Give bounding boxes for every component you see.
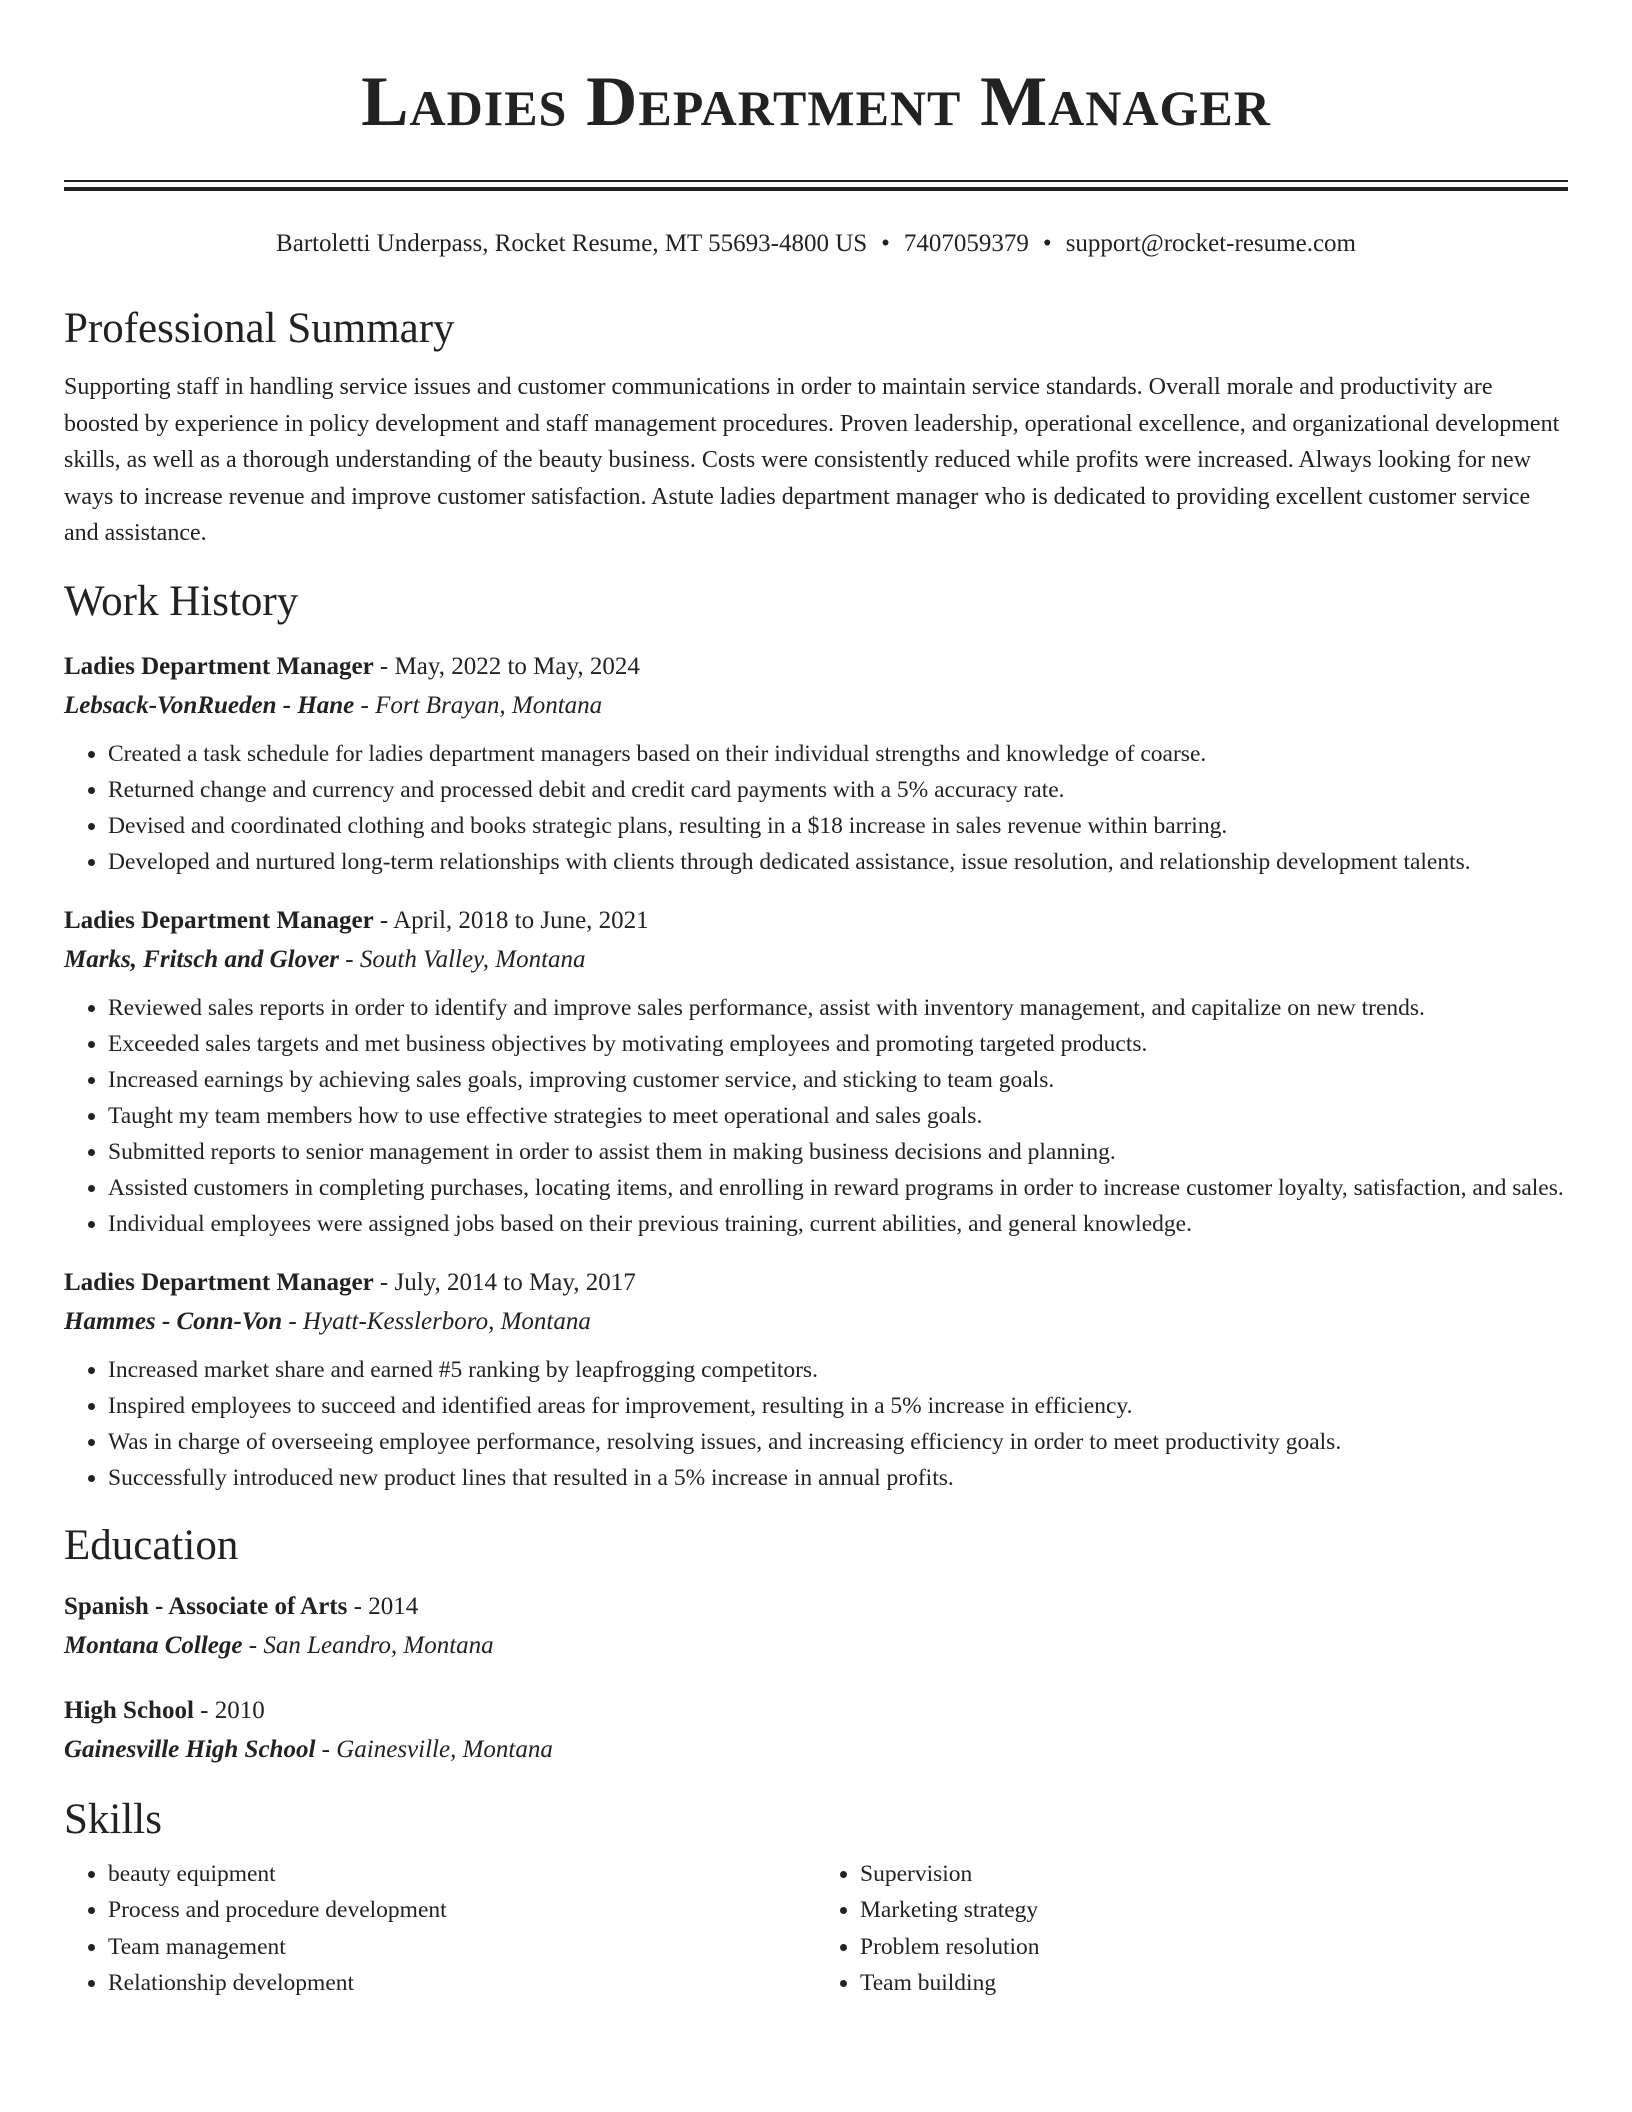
- employer-location: - Fort Brayan, Montana: [354, 691, 603, 719]
- list-item: • Was in charge of overseeing employee performance, resolving issues, and increasing efficiency in order to meet productivity goals.: [108, 1424, 1568, 1460]
- skill-item: • Team management: [108, 1929, 816, 1966]
- degree-name: High School: [64, 1696, 194, 1724]
- skill-item: • Supervision: [860, 1856, 1568, 1893]
- list-item: • Returned change and currency and processed debit and credit card payments with a 5% accuracy rate.: [108, 772, 1568, 808]
- list-item: • Individual employees were assigned jobs based on their previous training, current abilities, and general knowledge.: [108, 1206, 1568, 1242]
- employer-name: Hammes - Conn-Von: [64, 1307, 283, 1335]
- contact-separator: •: [881, 230, 890, 257]
- degree-line: [64, 1692, 1568, 1730]
- school-line: [64, 1730, 1568, 1770]
- skill-item: • Relationship development: [108, 1965, 816, 2002]
- job-bullets: [64, 1352, 1568, 1496]
- resume-title: Ladies Department Manager: [361, 63, 1271, 141]
- section-heading-education: Education: [64, 1521, 239, 1569]
- skills-column-left: [64, 1856, 816, 2002]
- contact-address: Bartoletti Underpass, Rocket Resume, MT 55693-4800 US: [276, 230, 868, 257]
- employer-line: [64, 940, 1568, 980]
- list-item: • Inspired employees to succeed and identified areas for improvement, resulting in a 5% increase in efficiency.: [108, 1388, 1568, 1424]
- employer-name: Marks, Fritsch and Glover: [64, 945, 340, 973]
- skill-item: • Marketing strategy: [860, 1892, 1568, 1929]
- contact-phone: 7407059379: [903, 230, 1029, 257]
- education-entry: [64, 1692, 1568, 1770]
- list-item: • Created a task schedule for ladies department managers based on their individual strengths and knowledge of coarse.: [108, 736, 1568, 772]
- section-heading-work: Work History: [64, 577, 299, 625]
- job-dates: - May, 2022 to May, 2024: [373, 652, 640, 680]
- list-item: • Devised and coordinated clothing and books strategic plans, resulting in a $18 increase in sales revenue within barring.: [108, 808, 1568, 844]
- skill-item: • Problem resolution: [860, 1929, 1568, 1966]
- skills-column-right: [816, 1856, 1568, 2002]
- contact-email: support@rocket-resume.com: [1065, 230, 1356, 257]
- employer-location: - South Valley, Montana: [339, 945, 586, 973]
- employer-line: [64, 1302, 1568, 1342]
- school-line: [64, 1626, 1568, 1666]
- section-heading-summary: Professional Summary: [64, 305, 455, 352]
- school-location: - Gainesville, Montana: [315, 1735, 553, 1763]
- list-item: • Successfully introduced new product lines that resulted in a 5% increase in annual profits.: [108, 1460, 1568, 1496]
- job-entry: [64, 902, 1568, 1242]
- title-rule-thick: [64, 187, 1568, 191]
- degree-year: - 2010: [193, 1696, 265, 1724]
- education-entry: [64, 1588, 1568, 1666]
- school-location: - San Leandro, Montana: [242, 1631, 494, 1659]
- job-title-line: [64, 902, 1568, 940]
- degree-year: - 2014: [347, 1592, 419, 1620]
- employer-name: Lebsack-VonRueden - Hane: [64, 691, 355, 719]
- skill-item: • beauty equipment: [108, 1856, 816, 1893]
- list-item: • Increased market share and earned #5 ranking by leapfrogging competitors.: [108, 1352, 1568, 1388]
- list-item: • Submitted reports to senior management in order to assist them in making business decisions and planning.: [108, 1134, 1568, 1170]
- job-bullets: [64, 736, 1568, 880]
- job-title: Ladies Department Manager: [64, 1268, 374, 1296]
- job-title: Ladies Department Manager: [64, 906, 374, 934]
- skill-item: • Team building: [860, 1965, 1568, 2002]
- contact-separator: •: [1042, 230, 1052, 257]
- degree-name: Spanish - Associate of Arts: [64, 1592, 348, 1620]
- contact-line: [64, 227, 1568, 261]
- employer-location: - Hyatt-Kesslerboro, Montana: [282, 1307, 591, 1335]
- job-title-line: [64, 648, 1568, 686]
- school-name: Montana College: [64, 1631, 243, 1659]
- list-item: • Assisted customers in completing purchases, locating items, and enrolling in reward programs in order to increase customer loyalty, satisfaction, and sales.: [108, 1170, 1568, 1206]
- section-heading-skills: Skills: [64, 1795, 162, 1843]
- job-bullets: [64, 990, 1568, 1242]
- list-item: • Taught my team members how to use effective strategies to meet operational and sales goals.: [108, 1098, 1568, 1134]
- job-entry: [64, 1264, 1568, 1496]
- job-dates: - April, 2018 to June, 2021: [373, 906, 649, 934]
- list-item: • Developed and nurtured long-term relationships with clients through dedicated assistance, issue resolution, and relationship development talents.: [108, 844, 1568, 880]
- job-entry: [64, 648, 1568, 880]
- list-item: • Exceeded sales targets and met business objectives by motivating employees and promoting targeted products.: [108, 1026, 1568, 1062]
- title-rule-thin: [64, 180, 1568, 182]
- job-title-line: [64, 1264, 1568, 1302]
- list-item: • Increased earnings by achieving sales goals, improving customer service, and sticking to team goals.: [108, 1062, 1568, 1098]
- list-item: • Reviewed sales reports in order to identify and improve sales performance, assist with inventory management, and capitalize on new trends.: [108, 990, 1568, 1026]
- degree-line: [64, 1588, 1568, 1626]
- job-title: Ladies Department Manager: [64, 652, 374, 680]
- summary-text: Supporting staff in handling service issues and customer communications in order to maintain service standards. Overall morale and productivity are boosted by experience in policy development and staff management procedures. Proven leadership, operational excellence, and organizational development skills, as well as a thorough understanding of the beauty business. Costs were consistently reduced while profits were increased. Always looking for new ways to increase revenue and improve customer satisfaction. Astute ladies department manager who is dedicated to providing excellent customer service and assistance.: [64, 374, 1560, 546]
- skill-item: • Process and procedure development: [108, 1892, 816, 1929]
- skills-grid: [64, 1856, 1568, 2002]
- school-name: Gainesville High School: [64, 1735, 316, 1763]
- job-dates: - July, 2014 to May, 2017: [373, 1268, 636, 1296]
- employer-line: [64, 686, 1568, 726]
